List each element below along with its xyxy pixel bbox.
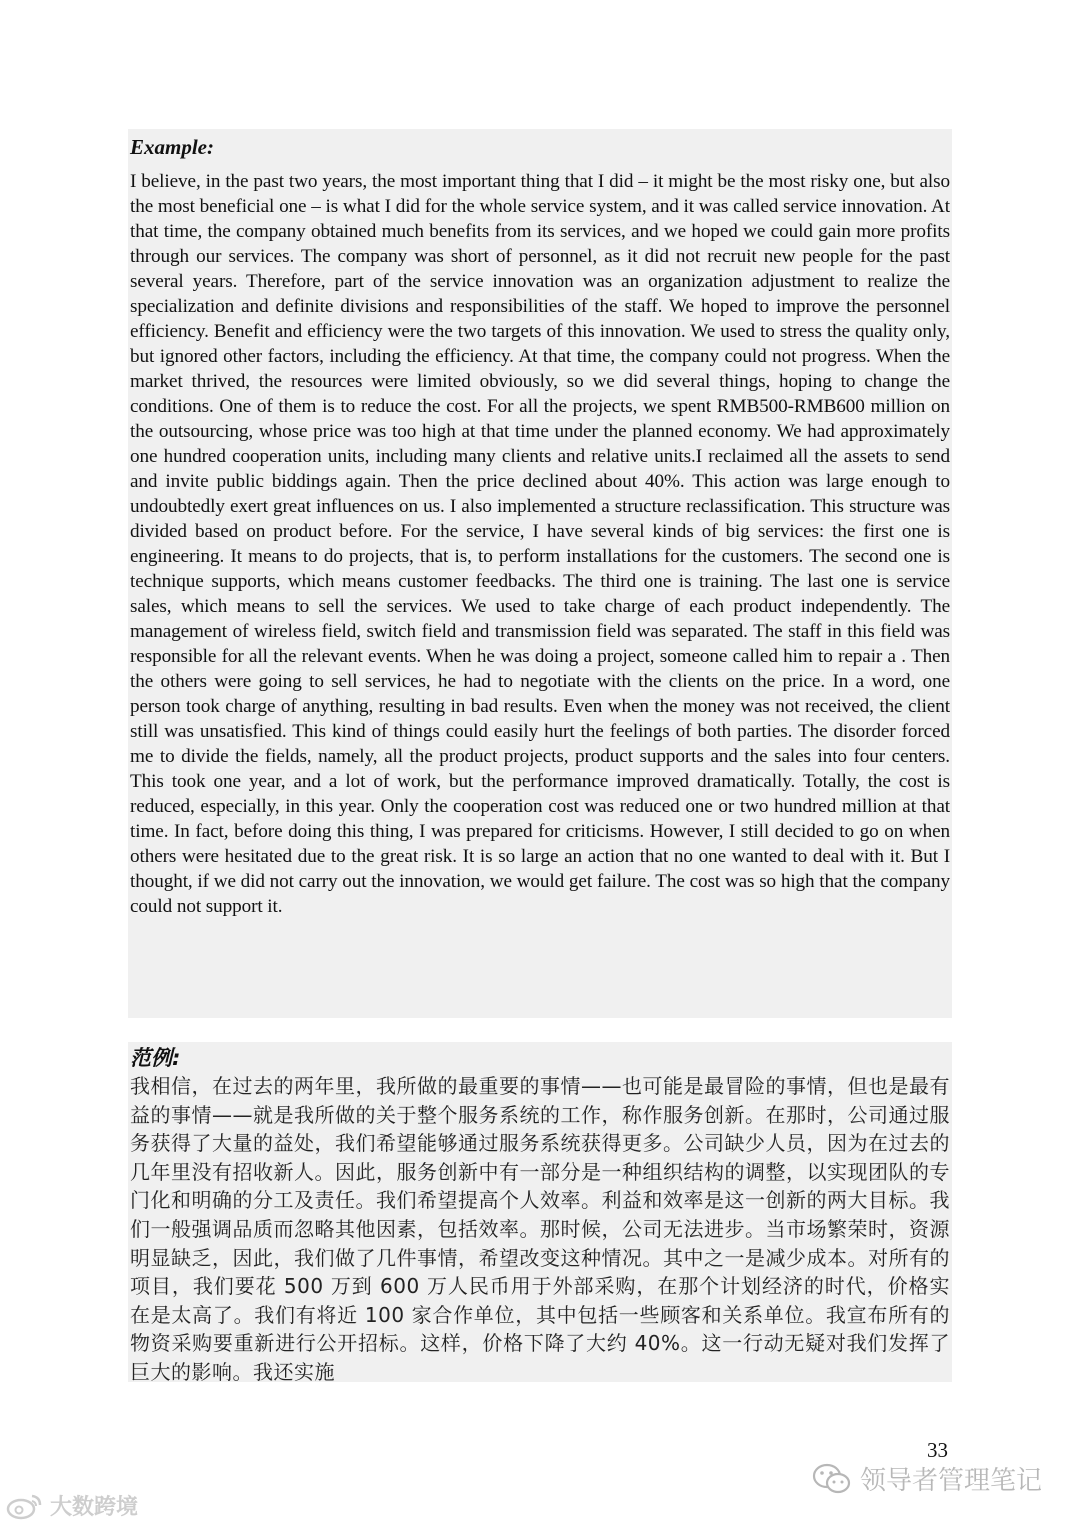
page-number: 33 (927, 1438, 948, 1462)
wechat-logo-icon (812, 1462, 852, 1496)
chinese-example-heading: 范例: (130, 1046, 181, 1070)
chinese-example-block (128, 1042, 952, 1382)
watermark-left (6, 1490, 138, 1521)
english-example-heading: Example: (130, 135, 214, 159)
chinese-example-body: 我相信，在过去的两年里，我所做的最重要的事情——也可能是最冒险的事情，但也是最有益的事情——就是我所做的关于整个服务系统的工作，称作服务创新。在那时，公司通过服务获得了大量的益处，我们希望能够通过服务系统获得更多。公司缺少人员，因为在过去的几年里没有招收新人。因此，服务创新中有一部分是一种组织结构的调整，以实现团队的专门化和明确的分工及责任。我们希望提高个人效率。利益和效率是这一创新的两大目标。我们一般强调品质而忽略其他因素，包括效率。那时候，公司无法进步。当市场繁荣时，资源明显缺乏，因此，我们做了几件事情，希望改变这种情况。其中之一是减少成本。对所有的项目，我们要花 500 万到 600 万人民币用于外部采购，在那个计划经济的时代，价格实在是太高了。我们有将近 100 家合作单位，其中包括一些顾客和关系单位。我宣布所有的物资采购要重新进行公开招标。这样，价格下降了大约 40%。这一行动无疑对我们发挥了巨大的影响。我还实施 (130, 1074, 950, 1384)
weibo-logo-icon (6, 1492, 44, 1520)
watermark-left-text: 大数跨境 (50, 1495, 139, 1520)
watermark-right (812, 1460, 1042, 1497)
watermark-right-text: 领导者管理笔记 (860, 1466, 1043, 1496)
english-example-body: I believe, in the past two years, the most important thing that I did – it might be the most risky one, but also the most beneficial one – is what I did for the whole service system, and it was called service innovation. At that time, the company obtained much benefits from its services, and we hoped we could gain more profits through our services. The company was short of personnel, as it did not recruit new people for the past several years. Therefore, part of the service innovation was an organization adjustment to realize the specialization and definite divisions and responsibilities of the staff. We hoped to improve the personnel efficiency. Benefit and efficiency were the two targets of this innovation. We used to stress the quality only, but ignored other factors, including the efficiency. At that time, the company could not progress. When the market thrived, the resources were limited obviously, so we did several things, hoping to change the conditions. One of them is to reduce the cost. For all the projects, we spent RMB500-RMB600 million on the outsourcing, whose price was too high at that time under the planned economy. We had approximately one hundred cooperation units, including many clients and relative units.I reclaimed all the assets to send and invite public biddings again. Then the price declined about 40%. This action was large enough to undoubtedly exert great influences on us. I also implemented a structure reclassification. This structure was divided based on product before. For the service, I have several kinds of big services: the first one is engineering. It means to do projects, that is, to perform installations for the customers. The second one is technique supports, which means customer feedbacks. The third one is training. The last one is service sales, which means to sell the services. We used to take charge of each product independently. The management of wireless field, switch field and transmission field was separated. The staff in this field was responsible for all the relevant events. When he was doing a project, someone called him to repair a . Then the others were going to sell services, he had to negotiate with the clients on the price. In a word, one person took charge of anything, resulting in bad results. Even when the money was not received, the client still was unsatisfied. This kind of things could easily hurt the feelings of both parties. The disorder forced me to divide the fields, namely, all the product projects, product supports and the sales into four centers. This took one year, and a lot of work, but the performance improved dramatically. Totally, the cost is reduced, especially, in this year. Only the cooperation cost was reduced one or two hundred million at that time. In fact, before doing this thing, I was prepared for criticisms. However, I still decided to go on when others were hesitated due to the great risk. It is so large an action that no one wanted to deal with it. But I thought, if we did not carry out the innovation, we would get failure. The cost was so high that the company could not support it. (130, 171, 950, 917)
english-example-block (128, 129, 952, 1018)
